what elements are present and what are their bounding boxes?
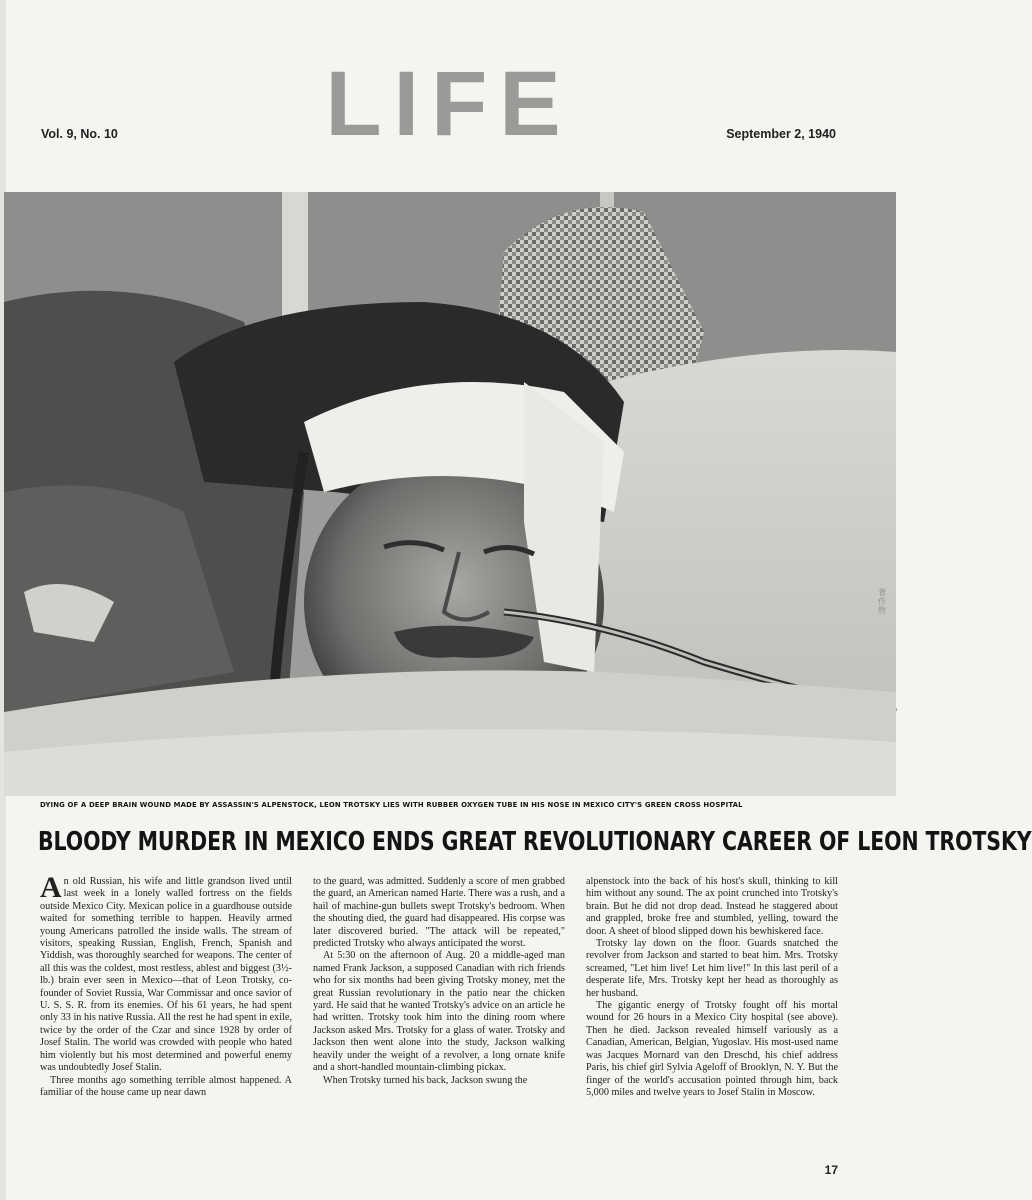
article-column-1	[40, 871, 292, 1176]
hospital-photo	[4, 192, 896, 796]
paragraph: alpenstock into the back of his host's skull, thinking to kill him without any sound. The ax point crunched into Trotsky's brain. But he did not drop dead. Instead he staggered about and grappled, broke free and stumbled, yelling, toward the door. A sheet of blood slipped down his bewhiskered face.	[586, 876, 838, 937]
issue-date: September 2, 1940	[726, 127, 836, 141]
article-column-3	[586, 876, 838, 1176]
paragraph: The gigantic energy of Trotsky fought off his mortal wound for 26 hours in a Mexico City hospital (see above). Then he died. Jackson revealed himself variously as a Canadian, American, Belgian, Yugoslav. His most-used name was Jacques Mornard van den Dreschd, his chief address Paris, his chief girl Sylvia Ageloff of Brooklyn, N. Y. But the finger of the world's accusation pointed through him, back 5,000 miles and twelve years to Josef Stalin in Moscow.	[586, 1000, 838, 1098]
photo-illustration	[4, 192, 896, 796]
paragraph-text: n old Russian, his wife and little grandson lived until last week in a lonely walled fortress on the fields outside Mexico City. Mexican police in a guardhouse outside waited for something terrible to happen. Heavily armed young Americans patrolled the inside walls. The stream of visitors, speaking Russian, English, French, Spanish and Yiddish, was thoroughly searched for weapons. The center of all this was the coldest, most restless, ablest and biggest (3½-lb.) brain ever seen in Mexico—that of Leon Trotsky, co-founder of Soviet Russia, War Commissar and once savior of U. S. S. R. from its enemies. Of his 61 years, he had spent only 33 in his native Russia. All the rest he had spent in exile, twice by the order of the Czar and since 1928 by order of Josef Stalin. The world was crowded with people who hated him violently but his most determined and powerful enemy was undoubtedly Josef Stalin.	[40, 876, 292, 1074]
article-column-2	[313, 876, 565, 1176]
volume-number: Vol. 9, No. 10	[41, 127, 118, 141]
photo-caption: DYING OF A DEEP BRAIN WOUND MADE BY ASSASSIN'S ALPENSTOCK, LEON TROTSKY LIES WITH RUBBER OXYGEN TUBE IN HIS NOSE IN MEXICO CITY'S GREEN CROSS HOSPITAL	[40, 801, 743, 809]
paragraph: When Trotsky turned his back, Jackson swung the	[323, 1074, 528, 1086]
article-headline: BLOODY MURDER IN MEXICO ENDS GREAT REVOLUTIONARY CAREER OF LEON TROTSKY	[38, 826, 1032, 856]
page-number: 17	[824, 1163, 838, 1177]
paragraph: Trotsky lay down on the floor. Guards snatched the revolver from Jackson and started to beat him. Mrs. Trotsky screamed, "Let him live! Let him live!" In this last peril of a desperate life, Mrs. Trotsky kept her head as thoroughly as her husband.	[586, 938, 838, 999]
paragraph	[40, 871, 292, 1075]
copyright-mark: 著作物	[878, 588, 886, 615]
paragraph: At 5:30 on the afternoon of Aug. 20 a middle-aged man named Frank Jackson, a supposed Canadian with rich friends who for six months had been giving Trotsky money, met the great Russian revolutionary in the patio near the chicken yard. He said that he wanted Trotsky's advice on an article he had written. Trotsky took him into the dining room where Jackson asked Mrs. Trotsky for a glass of water. Trotsky and Jackson then went alone into the study, Jackson walking heavily under the weight of a revolver, a long ornate knife and a short-handled mountain-climbing pickax.	[313, 950, 565, 1074]
paragraph: to the guard, was admitted. Suddenly a score of men grabbed the guard, an American named Harte. There was a rush, and a hail of machine-gun bullets swept Trotsky's bedroom. When the shouting died, the guard had disappeared. His corpse was later discovered buried. "The attack will be repeated," predicted Trotsky who always anticipated the worst.	[313, 876, 565, 950]
paragraph: Three months ago something terrible almost happened. A familiar of the house came up near dawn	[40, 1074, 292, 1098]
article-body	[40, 871, 838, 1176]
masthead-logo: LIFE	[325, 53, 573, 155]
drop-cap: A	[40, 871, 62, 904]
